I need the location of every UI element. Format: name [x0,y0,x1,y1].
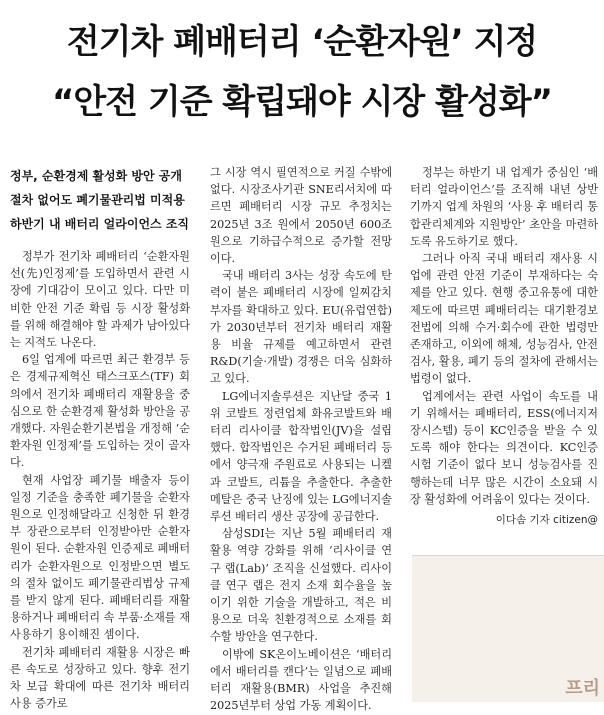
paragraph: 그러나 아직 국내 배터리 재사용 시 업에 관련 안전 기준이 부재하다는 숙제를 안고 있다. 현행 중고유통에 대한 제도에 따르면 폐배터리는 대기환경보전법에 의해 수거·회수에 관한 법령만 존재하고, 이외에 해체, 성능검사, 안전검사, 활용, 폐기 등의 절차에 관해서는 법령이 없다. [410,252,598,386]
paragraph: 그 시장 역시 필연적으로 커질 수밖에 없다. 시장조사기관 SNE리서치에 따르면 폐배터리 시장 규모 추정치는 2025년 3조 원에서 2050년 600조 원으로 기하급수적으로 증가할 전망이다. [210,166,392,266]
advertisement-text: 프리 [565,678,600,699]
paragraph: 현재 사업장 폐기물 배출자 등이 일정 기준을 충족한 폐기물을 순환자원으로 인정해달라고 신청한 뒤 환경부 장관으로부터 인정받아만 순환자원이 된다. 순환자원 인증제로 폐배터리가 순환자원으로 인정받으면 별도의 절차 없이도 폐기물관리법상 규제를 받지 않게 된다. 폐배터리를 재활용하거나 폐배터리 속 부품·소재를 재사용하기 용이해진 셈이다. [10,473,190,642]
subheadline-line: 정부, 순환경제 활성화 방안 공개 [10,169,182,183]
paragraph: LG에너지솔루션은 지난달 중국 1위 코발트 정련업체 화유코발트와 배터리 리사이클 합작법인(JV)을 설립했다. 합작법인은 수거된 폐배터리 등에서 양극재 주원료로 사용되는 니켈과 코발트, 리튬을 추출한다. 추출한 메탈은 중국 난징에 있는 LG에너지솔루션 배터리 생산 공장에 공급한다. [210,389,392,524]
paragraph: 정부가 전기차 폐배터리 ‘순환자원 선(先)인정제’를 도입하면서 관련 시장에 기대감이 모이고 있다. 다만 미비한 안전 기준 확립 등 시장 활성화를 위해 해결해야 할 과제가 남아있다는 지적도 나온다. [10,250,190,350]
subheadline-line: 절차 없어도 폐기물관리법 미적용 [10,193,185,207]
headline-line2: “안전 기준 확립돼야 시장 활성화” [51,82,552,122]
paragraph: 6일 업계에 따르면 최근 환경부 등은 경제규제혁신 태스크포스(TF) 회의에서 전기차 폐배터리 재활용을 중심으로 한 순환경제 활성화 방안을 공개했다. 자원순환기본법을 개정해 ‘순환자원 인정제’를 도입하는 것이 골자다. [10,353,190,470]
article-column-2 [210,164,392,715]
paragraph: 정부는 하반기 내 업계가 중심인 ‘배터리 얼라이언스’를 조직해 내년 상반기까지 업계 차원의 ‘사용 후 배터리 통합관리체계와 지원방안’ 초안을 마련하도록 유도하기로 했다. [410,166,598,248]
paragraph: 전기차 폐배터리 재활용 시장은 빠른 속도로 성장하고 있다. 향후 전기차 보급 확대에 따른 전기차 배터리 사용 증가로 [10,645,190,711]
article-column-1 [10,164,190,712]
article-column-3 [410,164,598,529]
headline-line1: 전기차 폐배터리 ‘순환자원’ 지정 [66,22,538,62]
advertisement[interactable] [412,555,604,702]
subheadline [10,164,190,236]
paragraph: 업계에서는 관련 사업이 속도를 내기 위해서는 폐배터리, ESS(에너지저장시스템) 등이 KC인증을 받을 수 있도록 해야 한다는 의견이다. KC인증 시험 기준이 없다 보니 성능검사를 진행하는데 너무 많은 시간이 소요돼 시장 활성화에 어려움이 있다는 것이다. [410,389,598,506]
byline: 이다솜 기자 citizen@ [495,514,598,527]
paragraph: 이밖에 SK온이노베이션은 ‘배터리에서 배터리를 캔다’는 일념으로 폐배터리 재활용(BMR) 사업을 추진해 2025년부터 상업 가동 계획이다. [210,647,392,713]
paragraph: 삼성SDI는 지난 5월 폐배터리 재활용 역량 강화를 위해 ‘리사이클 연구 랩(Lab)’ 조직을 신설했다. 리사이클 연구 랩은 전지 소재 회수율을 높이기 위한 기술을 개발하고, 적은 비용으로 더욱 친환경적으로 소재를 회수할 방안을 연구한다. [210,527,392,644]
subheadline-line: 하반기 내 배터리 얼라이언스 조직 [10,217,190,231]
paragraph: 국내 배터리 3사는 성장 속도에 탄력이 붙은 폐배터리 시장에 일찌감치 부자를 확대하고 있다. EU(유럽연합)가 2030년부터 전기차 배터리 재활용 비율 규제를 예고하면서 관련 R&D(기술·개발) 경쟁은 더욱 심화하고 있다. [210,269,392,386]
